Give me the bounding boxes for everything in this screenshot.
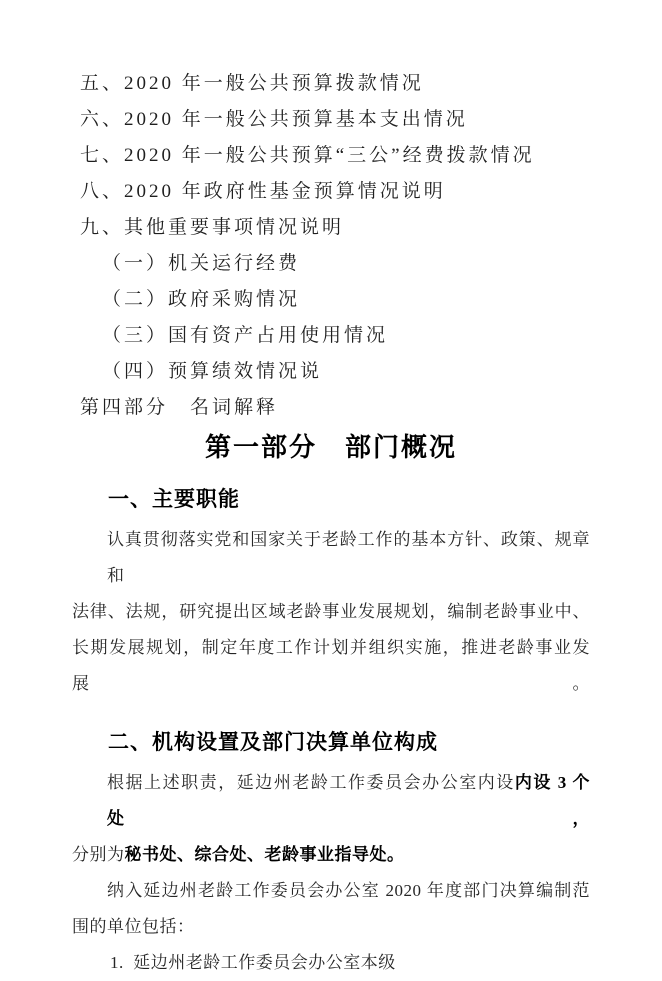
paragraph-line	[72, 909, 590, 945]
section-heading-2	[72, 725, 590, 761]
text-segment: 二、机构设置及部门决算单位构成	[108, 731, 438, 754]
text-segment: （一）机关运行经费	[102, 253, 301, 274]
text-segment: 法律、法规，研究提出区域老龄事业发展规划，编制老龄事业中、	[72, 602, 590, 621]
toc-item	[72, 66, 590, 102]
part-title	[72, 426, 590, 470]
text-segment: 1. 延边州老龄工作委员会办公室本级	[110, 953, 396, 972]
text-segment: 认真贯彻落实党和国家关于老龄工作的基本方针、政策、规章和	[107, 530, 590, 585]
text-segment: 八、2020 年政府性基金预算情况说明	[80, 181, 446, 202]
text-segment: 五、2020 年一般公共预算拨款情况	[80, 73, 424, 94]
toc-subitem	[72, 282, 590, 318]
toc-subitem	[72, 354, 590, 390]
bold-text-segment: 内设 3 个处，	[107, 773, 591, 828]
paragraph-line	[72, 873, 590, 909]
text-segment: 围的单位包括：	[72, 917, 195, 936]
text-segment: 第一部分 部门概况	[204, 433, 457, 462]
text-segment: 分别为	[72, 845, 125, 864]
list-item	[72, 945, 590, 981]
bold-text-segment: 秘书处、综合处、老龄事业指导处。	[124, 845, 405, 864]
document-content	[72, 0, 590, 981]
part4-heading	[72, 390, 590, 426]
text-segment: 七、2020 年一般公共预算“三公”经费拨款情况	[80, 145, 535, 166]
text-segment: 纳入延边州老龄工作委员会办公室 2020 年度部门决算编制范	[107, 881, 590, 900]
text-segment: 六、2020 年一般公共预算基本支出情况	[80, 109, 468, 130]
text-segment: （二）政府采购情况	[102, 289, 301, 310]
toc-item	[72, 102, 590, 138]
paragraph-line	[72, 765, 590, 837]
toc-item	[72, 138, 590, 174]
text-segment: 一、主要职能	[108, 488, 240, 511]
toc-item	[72, 174, 590, 210]
text-segment: 长期发展规划，制定年度工作计划并组织实施，推进老龄事业发展。	[72, 638, 590, 693]
paragraph-line	[72, 594, 590, 630]
toc-item	[72, 210, 590, 246]
text-segment: （四）预算绩效情况说	[102, 361, 323, 382]
toc-subitem	[72, 318, 590, 354]
text-segment: 九、其他重要事项情况说明	[80, 217, 345, 238]
text-segment: 第四部分 名词解释	[80, 397, 279, 418]
text-segment: （三）国有资产占用使用情况	[102, 325, 389, 346]
paragraph-line	[72, 837, 590, 873]
toc-subitem	[72, 246, 590, 282]
text-segment: 根据上述职责，延边州老龄工作委员会办公室内设	[107, 773, 515, 792]
paragraph-line	[72, 522, 590, 594]
section-heading-1	[72, 482, 590, 518]
paragraph-line	[72, 630, 590, 702]
